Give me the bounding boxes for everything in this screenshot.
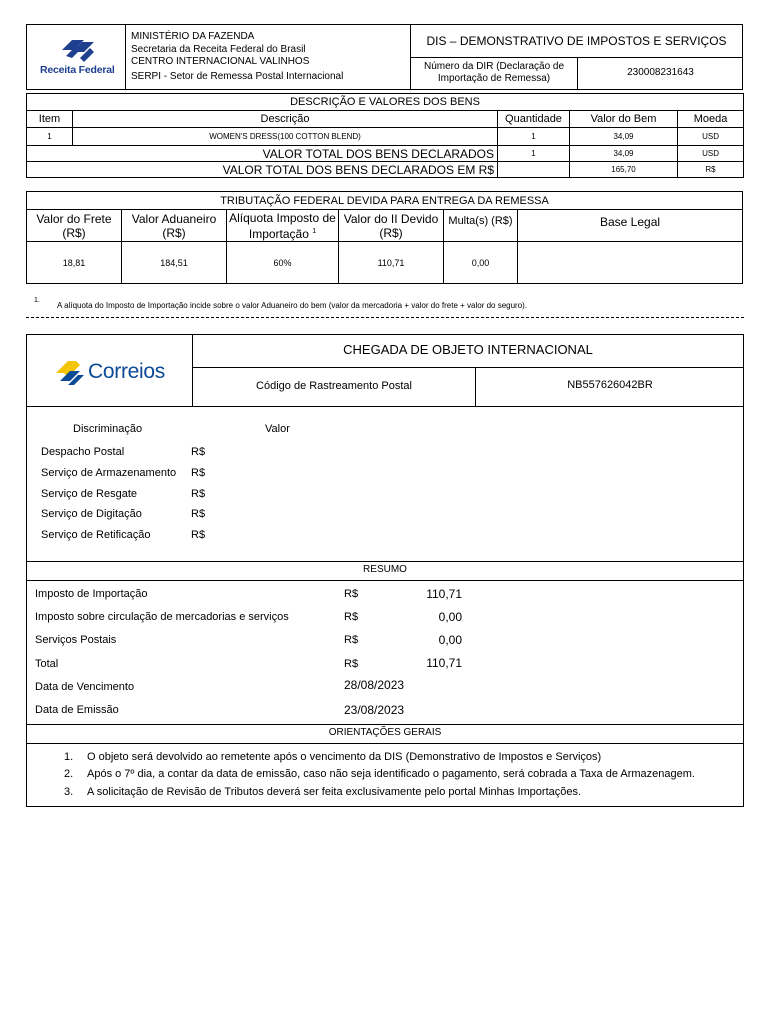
tax-col-fine: Multa(s) (R$): [444, 210, 518, 242]
footnote-mark: 1.: [34, 297, 40, 304]
goods-quantity: 1: [498, 128, 570, 146]
service-currency: R$: [191, 508, 206, 520]
tax-col-ii-line1: Valor do II Devido: [343, 211, 439, 226]
tax-table: [26, 191, 743, 284]
guideline-number: 2.: [64, 768, 74, 780]
tax-col-legal: Base Legal: [518, 210, 743, 242]
tax-col-freight-line2: (R$): [62, 225, 86, 240]
tax-legal: [518, 242, 743, 284]
guideline-text: O objeto será devolvido ao remetente após o vencimento da DIS (Demonstrativo de Impostos e Serviços): [87, 751, 602, 763]
goods-total-brl-empty: [498, 162, 570, 178]
tax-col-rate-line2: [227, 225, 338, 241]
dir-label-line2: Importação de Remessa): [437, 73, 551, 84]
tax-fine: 0,00: [444, 242, 518, 284]
summary-label: Total: [35, 658, 59, 670]
summary-divider-top: [26, 561, 744, 562]
tracking-label: Código de Rastreamento Postal: [256, 380, 412, 392]
goods-item: 1: [27, 128, 73, 146]
summary-value: 110,71: [426, 587, 462, 601]
sector-name: SERPI - Setor de Remessa Postal Internacional: [131, 71, 344, 82]
tax-freight: 18,81: [27, 242, 122, 284]
tax-col-rate-line1: Alíquota Imposto de: [229, 210, 336, 225]
goods-total-brl-value: 165,70: [570, 162, 678, 178]
summary-value: 110,71: [426, 656, 462, 670]
guideline-text: Após o 7º dia, a contar da data de emissão, caso não seja identificado o pagamento, será cobrada a Taxa de Armazenagem.: [87, 768, 695, 780]
goods-total-value: 34,09: [570, 146, 678, 162]
service-currency: R$: [191, 488, 206, 500]
tax-title: TRIBUTAÇÃO FEDERAL DEVIDA PARA ENTREGA DA REMESSA: [27, 192, 743, 210]
guidelines-divider-bottom: [26, 743, 744, 744]
service-currency: R$: [191, 467, 206, 479]
footnote-text: A alíquota do Imposto de Importação incide sobre o valor Aduaneiro do bem (valor da mercadoria + valor do frete + valor do seguro).: [57, 301, 528, 310]
tax-col-customs-line1: Valor Aduaneiro: [131, 211, 217, 226]
guideline-text: A solicitação de Revisão de Tributos deverá ser feita exclusivamente pelo portal Minhas Importações.: [87, 786, 582, 798]
guidelines-title: ORIENTAÇÕES GERAIS: [328, 727, 442, 738]
tax-col-freight-line1: Valor do Frete: [36, 211, 112, 226]
tax-col-rate-footnote-mark: 1: [312, 227, 317, 235]
tracking-code: NB557626042BR: [567, 379, 653, 391]
correios-emblem-icon: [54, 359, 86, 387]
correios-divider-h1: [192, 367, 744, 368]
correios-logo: [54, 358, 172, 388]
goods-description: WOMEN'S DRESS(100 COTTON BLEND): [73, 128, 498, 146]
ministry-name: MINISTÉRIO DA FAZENDA: [131, 31, 255, 42]
tax-col-customs-line2: (R$): [162, 225, 186, 240]
services-header-discrimination: Discriminação: [73, 423, 143, 435]
center-name: CENTRO INTERNACIONAL VALINHOS: [131, 56, 310, 67]
goods-total-brl-label: VALOR TOTAL DOS BENS DECLARADOS EM R$: [27, 162, 498, 178]
tax-col-rate: [227, 210, 339, 242]
tax-col-ii: [339, 210, 444, 242]
receita-federal-emblem-icon: [36, 36, 118, 64]
service-label: Despacho Postal: [41, 446, 125, 458]
tax-col-customs: [122, 210, 227, 242]
arrival-title: CHEGADA DE OBJETO INTERNACIONAL: [343, 342, 593, 357]
due-date: 28/08/2023: [344, 678, 405, 692]
tax-col-ii-line2: (R$): [379, 225, 403, 240]
table-row: [27, 242, 743, 284]
service-label: Serviço de Retificação: [41, 529, 151, 541]
receita-federal-logo: [36, 36, 118, 80]
guideline-number: 1.: [64, 751, 74, 763]
summary-currency: R$: [344, 634, 359, 646]
tax-customs: 184,51: [122, 242, 227, 284]
summary-title: RESUMO: [363, 564, 407, 575]
service-label: Serviço de Armazenamento: [41, 467, 177, 479]
correios-logo-text: Correios: [88, 360, 165, 383]
summary-currency: R$: [344, 588, 359, 600]
summary-value: 0,00: [438, 610, 462, 624]
goods-col-item: Item: [27, 111, 73, 128]
goods-total-qty: 1: [498, 146, 570, 162]
issue-date-label: Data de Emissão: [35, 704, 119, 716]
summary-currency: R$: [344, 658, 359, 670]
summary-currency: R$: [344, 611, 359, 623]
dir-number: 230008231643: [627, 67, 694, 78]
service-currency: R$: [191, 446, 206, 458]
summary-label: Imposto de Importação: [35, 588, 148, 600]
guideline-number: 3.: [64, 786, 74, 798]
due-date-label: Data de Vencimento: [35, 681, 135, 693]
receita-federal-logo-text: Receita Federal: [40, 64, 115, 76]
tax-rate: 60%: [227, 242, 339, 284]
summary-divider-bottom: [26, 580, 744, 581]
document-title: DIS – DEMONSTRATIVO DE IMPOSTOS E SERVIÇOS: [426, 34, 727, 48]
tax-ii: 110,71: [339, 242, 444, 284]
tax-col-rate-line2-text: Importação: [248, 226, 309, 241]
summary-label: Imposto sobre circulação de mercadorias e serviços: [35, 611, 289, 623]
goods-col-desc: Descrição: [73, 111, 498, 128]
goods-col-qty: Quantidade: [498, 111, 570, 128]
goods-col-currency: Moeda: [678, 111, 744, 128]
goods-col-value: Valor do Bem: [570, 111, 678, 128]
service-label: Serviço de Resgate: [41, 488, 137, 500]
summary-label: Serviços Postais: [35, 634, 117, 646]
services-header-value: Valor: [265, 423, 290, 435]
summary-value: 0,00: [438, 633, 462, 647]
goods-table: [26, 93, 744, 178]
secretariat-name: Secretaria da Receita Federal do Brasil: [131, 44, 306, 55]
dir-label-line1: Número da DIR (Declaração de: [423, 61, 565, 72]
goods-title: DESCRIÇÃO E VALORES DOS BENS: [27, 94, 744, 111]
header-divider-1: [125, 24, 126, 90]
tax-col-freight: [27, 210, 122, 242]
cut-line: [26, 317, 744, 318]
issue-date: 23/08/2023: [344, 703, 405, 717]
goods-total-currency: USD: [678, 146, 744, 162]
service-currency: R$: [191, 529, 206, 541]
service-label: Serviço de Digitação: [41, 508, 142, 520]
guidelines-divider-top: [26, 724, 744, 725]
correios-divider-h2: [26, 406, 744, 407]
goods-value: 34,09: [570, 128, 678, 146]
goods-total-label: VALOR TOTAL DOS BENS DECLARADOS: [27, 146, 498, 162]
goods-total-brl-currency: R$: [678, 162, 744, 178]
table-row: [27, 128, 744, 146]
goods-currency: USD: [678, 128, 744, 146]
